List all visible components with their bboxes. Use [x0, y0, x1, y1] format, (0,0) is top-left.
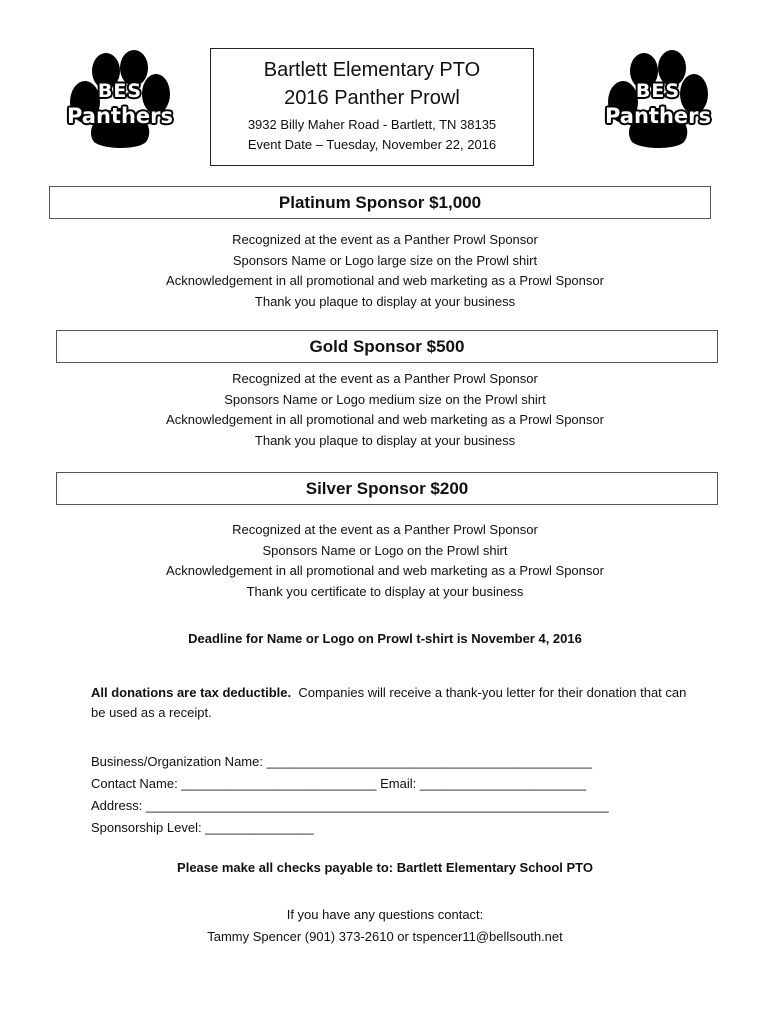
tier-heading-gold: Gold Sponsor $500 — [56, 330, 718, 363]
perk-item: Acknowledgement in all promotional and web marketing as a Prowl Sponsor — [166, 273, 604, 288]
perk-item: Acknowledgement in all promotional and web marketing as a Prowl Sponsor — [166, 563, 604, 578]
tax-note-text: Companies will receive a thank-you letter for their donation that can be used as a receipt. — [91, 685, 687, 720]
header-title: Bartlett Elementary PTO — [263, 59, 481, 81]
contact-intro: If you have any questions contact: — [286, 907, 484, 922]
tax-note — [91, 683, 691, 723]
perk-item: Recognized at the event as a Panther Prowl Sponsor — [232, 522, 538, 537]
logo-text-panthers: Panthers — [66, 104, 174, 128]
header-event-date: Event Date – Tuesday, November 22, 2016 — [247, 137, 497, 152]
tier-heading-silver: Silver Sponsor $200 — [56, 472, 718, 505]
business-name-line: Business/Organization Name: _____________________________________________ — [91, 754, 592, 769]
header-address: 3932 Billy Maher Road - Bartlett, TN 38135 — [247, 117, 497, 132]
perk-item: Recognized at the event as a Panther Prowl Sponsor — [232, 232, 538, 247]
perk-item: Sponsors Name or Logo on the Prowl shirt — [262, 542, 508, 558]
tier-heading-platinum: Platinum Sponsor $1,000 — [49, 186, 711, 219]
logo-text-bes: BES — [97, 80, 143, 102]
perk-list-gold — [0, 369, 770, 451]
logo-text-bes: BES — [635, 80, 681, 102]
sponsorship-level-line: Sponsorship Level: _______________ — [91, 820, 314, 835]
perk-item: Sponsors Name or Logo large size on the Prowl shirt — [232, 252, 538, 268]
tax-note-bold: All donations are tax deductible. — [91, 685, 292, 700]
header-box — [210, 48, 534, 166]
header-subtitle: 2016 Panther Prowl — [284, 87, 460, 109]
perk-item: Recognized at the event as a Panther Prowl Sponsor — [232, 371, 538, 386]
sponsor-form — [91, 751, 609, 839]
paw-logo-left — [60, 44, 180, 154]
perk-item: Thank you plaque to display at your business — [254, 293, 516, 309]
checks-payable-note: Please make all checks payable to: Bartlett Elementary School PTO — [177, 860, 593, 875]
deadline-notice: Deadline for Name or Logo on Prowl t-shirt is November 4, 2016 — [188, 631, 582, 646]
perk-item: Sponsors Name or Logo medium size on the Prowl shirt — [224, 391, 546, 407]
address-line: Address: ________________________________________________________________ — [91, 798, 609, 813]
perk-item: Acknowledgement in all promotional and web marketing as a Prowl Sponsor — [166, 412, 604, 427]
perk-list-platinum — [0, 230, 770, 312]
logo-text-panthers: Panthers — [604, 104, 712, 128]
contact-email-line: Contact Name: ___________________________ Email: _______________________ — [91, 776, 587, 791]
perk-item: Thank you certificate to display at your business — [246, 583, 524, 599]
perk-list-silver — [0, 520, 770, 602]
contact-details: Tammy Spencer (901) 373-2610 or tspencer11@bellsouth.net — [207, 929, 563, 944]
perk-item: Thank you plaque to display at your business — [254, 432, 516, 448]
paw-logo-right — [598, 44, 718, 154]
contact-info — [0, 904, 770, 948]
